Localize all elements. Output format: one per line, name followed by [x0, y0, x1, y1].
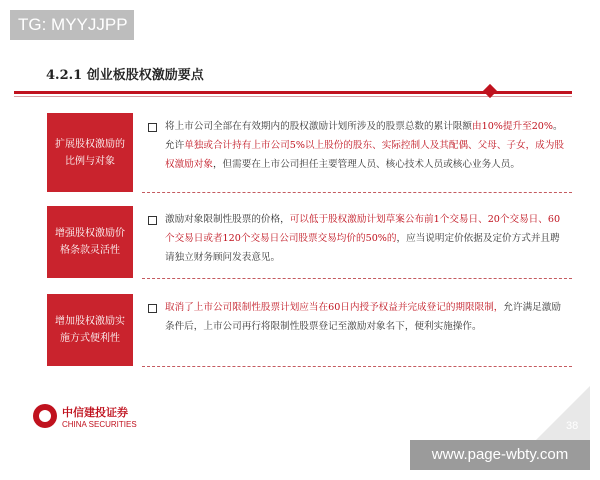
point-label-box: 扩展股权激励的比例与对象	[47, 113, 133, 192]
watermark-tag-top: TG: MYYJJPP	[10, 10, 134, 40]
square-bullet-icon	[148, 304, 157, 313]
section-title: 4.2.1 创业板股权激励要点	[46, 68, 204, 83]
citic-securities-logo-icon	[33, 404, 57, 428]
page-corner-shape	[534, 386, 590, 442]
body-text: 允许满足激励条件后，上市公司再行将限制性股票登记至激励对象名下，便利实施操作。	[165, 302, 561, 332]
square-bullet-icon	[148, 216, 157, 225]
body-text: 将上市公司全部在有效期内的股权激励计划所涉及的股票总数的累计限额	[165, 121, 472, 132]
highlighted-text: 取消了上市公司限制性股票计划应当在60日内授予权益并完成登记的期限限制，	[165, 302, 504, 313]
point-row-3	[47, 294, 572, 366]
body-text: ，但需要在上市公司担任主要管理人员、核心技术人员或核心业务人员。	[212, 159, 520, 170]
logo-name-cn: 中信建投证券	[62, 406, 128, 419]
point-text	[165, 117, 565, 174]
point-row-1	[47, 113, 572, 192]
body-text: ，应当说明定价依据及定价方式并且聘请独立财务顾问发表意见。	[165, 233, 560, 263]
point-label-box: 增加股权激励实施方式便利性	[47, 294, 133, 366]
point-row-2	[47, 206, 572, 278]
logo-name-en: CHINA SECURITIES	[62, 420, 137, 429]
page-number: 38	[566, 420, 579, 432]
highlighted-text: 由10%提升至20%	[472, 121, 554, 132]
point-label-box: 增强股权激励价格条款灵活性	[47, 206, 133, 278]
body-text: 激励对象限制性股票的价格，	[165, 214, 290, 225]
point-text	[165, 210, 565, 267]
square-bullet-icon	[148, 123, 157, 132]
point-text	[165, 298, 565, 336]
body-text: 。允许	[165, 121, 563, 151]
highlighted-text: 可以低于股权激励计划草案公布前1个交易日、20个交易日、60个交易日或者120个交易日公司股票交易均价的50%的	[165, 214, 561, 244]
highlighted-text: 单独或合计持有上市公司5%以上股份的股东、实际控制人及其配偶、父母、子女，成为股权激励对象	[165, 140, 564, 170]
watermark-tag-bottom: www.page-wbty.com	[410, 440, 590, 470]
